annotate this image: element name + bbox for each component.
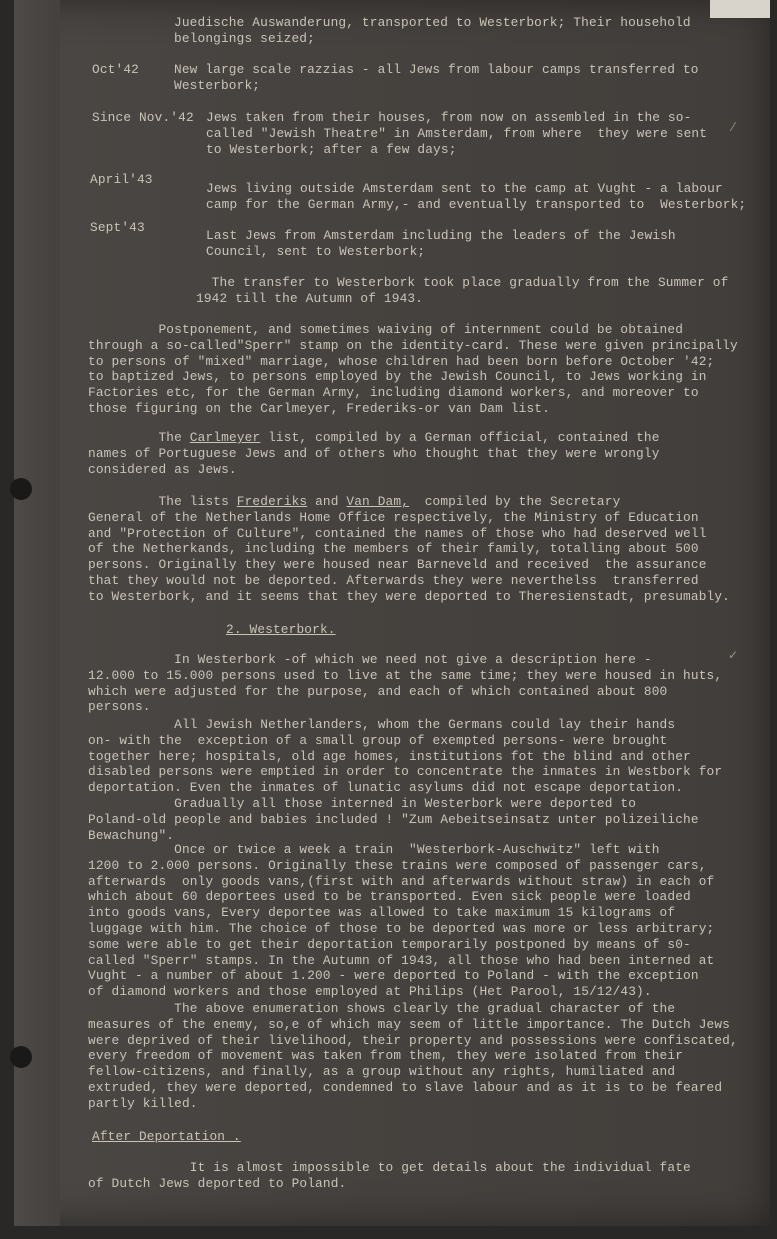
frederiks-underlined: Frederiks: [236, 494, 308, 509]
after-deportation-heading: After Deportation .: [92, 1129, 241, 1144]
paragraph-enumeration: The above enumeration shows clearly the gradual character of the measures of the enemy, so,e of which may seem of little importance. The Dutch Jews were deprived of their livelihood, their property and possessions were confiscated, every freedom of movement was taken from them, they were isolated from their fellow-citizens, and finally, as a group without any rights, humiliated and extruded, they were deported, condemned to slave labour and as it is to be feared partly killed.: [88, 1001, 738, 1111]
timeline-date: Since Nov.'42: [92, 110, 194, 125]
paragraph-trains: Once or twice a week a train "Westerbork-Auschwitz" left with 1200 to 2.000 persons. Originally these trains were composed of passenger cars, afterwards only goods vans,(first with and afterwards without straw) in each of which about 60 deportees used to be transported. Even sick people were loaded into goods vans, Every deportee was allowed to take maximum 15 kilograms of luggage with him. The choice of those to be deported was more or less arbitrary; some were able to get their deportation temporarily postponed by means of s0- called "Sperr" stamps. In the Autumn of 1943, all those who had been interned at Vught - a number of about 1.200 - were deported to Poland - with the exception of diamond workers and those employed at Philips (Het Parool, 15/12/43).: [88, 842, 715, 1000]
page-margin: [14, 0, 60, 1226]
timeline-entry-text: New large scale razzias - all Jews from labour camps transferred to Westerbork;: [174, 62, 699, 93]
paragraph-postponement: Postponement, and sometimes waiving of internment could be obtained through a so-called"Sperr" stamp on the identity-card. These were given principally to persons of "mixed" marriage, whose children had been born before October '42; to baptized Jews, to persons employed by the Jewish Council, to Jews working in Factories etc, for the German Army, including diamond workers, and moreover to those figuring on the Carlmeyer, Frederiks-or van Dam list.: [88, 322, 738, 416]
paragraph-lists: The lists Frederiks and Van Dam, compiled by the Secretary General of the Netherlands Home Office respectively, the Ministry of Education and "Protection of Culture", contained the names of those who had deserved well of the Netherkands, including the members of their family, totalling about 500 persons. Originally they were housed near Barneveld and received the assurance that they would not be deported. Afterwards they were neverthelss transferred to Westerbork, and it seems that they were deported to Theresienstadt, presumably.: [88, 494, 731, 604]
timeline-date: April'43: [90, 172, 153, 187]
carlmeyer-underlined: Carlmeyer: [189, 430, 261, 445]
timeline-entry-text: Last Jews from Amsterdam including the leaders of the Jewish Council, sent to Westerbork;: [206, 228, 676, 259]
pencil-tick-mark: ⁄: [732, 120, 735, 134]
paragraph-after-deportation: It is almost impossible to get details about the individual fate of Dutch Jews deported to Poland.: [88, 1160, 691, 1191]
timeline-date: Oct'42: [92, 62, 139, 77]
paragraph-transfer: The transfer to Westerbork took place gradually from the Summer of 1942 till the Autumn of 1943.: [196, 275, 729, 306]
timeline-date: Sept'43: [90, 220, 145, 235]
paragraph-westerbork: In Westerbork -of which we need not give a description here - 12.000 to 15.000 persons used to live at the same time; they were housed in huts, which were adjusted for the purpose, and each of which contained about 800 persons.: [88, 652, 723, 715]
punch-hole: [10, 1046, 32, 1068]
timeline-entry-text: Juedische Auswanderung, transported to Westerbork; Their household belongings seized;: [174, 15, 691, 46]
paragraph-carlmeyer: The Carlmeyer list, compiled by a German official, contained the names of Portuguese Jews and of others who thought that they were wrongly considered as Jews.: [88, 430, 660, 477]
pencil-tick-mark: ✓: [728, 648, 739, 662]
timeline-entry-text: Jews living outside Amsterdam sent to the camp at Vught - a labour camp for the German Army,- and eventually transported to Westerbork;: [206, 181, 747, 212]
paragraph-gradually: Gradually all those interned in Westerbork were deported to Poland-old people and babies included ! "Zum Aebeitseinsatz unter polizeiliche Bewachung".: [88, 796, 699, 843]
punch-hole: [10, 478, 32, 500]
paragraph-all-jewish: All Jewish Netherlanders, whom the Germans could lay their hands on- with the exception of a small group of exempted persons- were brought together here; hospitals, old age homes, institutions fot the blind and other disabled persons were emptied in order to concentrate the inmates in Westbork for deportation. Even the inmates of lunatic asylums did not escape deportation.: [88, 717, 723, 796]
paper-corner: [710, 0, 770, 18]
timeline-entry-text: Jews taken from their houses, from now on assembled in the so- called "Jewish Theatre" in Amsterdam, from where they were sent to Westerbork; after a few days;: [206, 110, 708, 157]
section-heading: 2. Westerbork.: [226, 622, 336, 637]
van-dam-underlined: Van Dam,: [346, 494, 410, 509]
